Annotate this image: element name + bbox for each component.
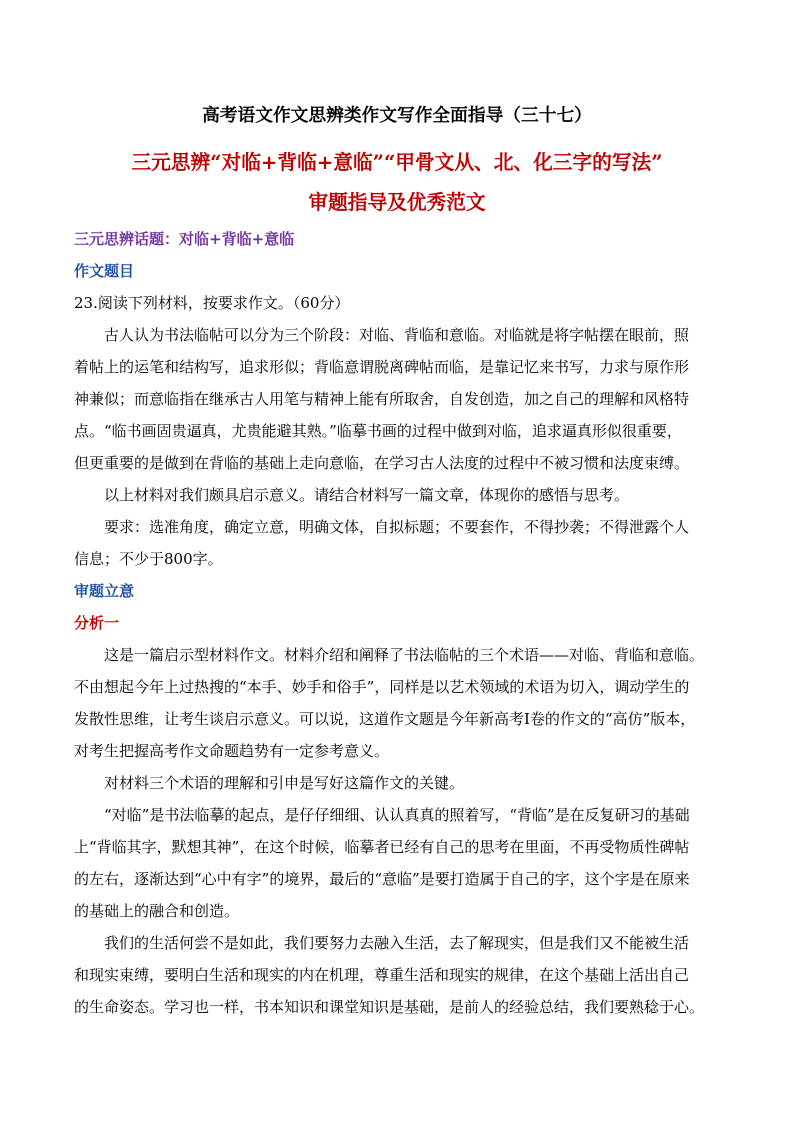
requirement-line-2: 信息；不少于800字。	[74, 550, 223, 568]
question-line: 23.阅读下列材料，按要求作文。（60分）	[74, 294, 350, 312]
material-line-3: 神兼似；而意临指在继承古人用笔与精神上能有所取舍，自发创造，加之自己的理解和风格特	[74, 390, 690, 408]
analysis-p3-line-4: 的基础上的融合和创造。	[74, 902, 240, 920]
analysis-p2-line: 对材料三个术语的理解和引申是写好这篇作文的关键。	[104, 774, 465, 792]
analysis-p3-line-1: “对临”是书法临摹的起点，是仔仔细细、认认真真的照着写，“背临”是在反复研习的基础	[104, 806, 690, 824]
analysis-p1-line-2: 不由想起今年上过热搜的“本手、妙手和俗手”，同样是以艺术领域的术语为切入，调动学生的	[74, 678, 690, 696]
topic-heading: 三元思辨话题：对临+背临+意临	[74, 230, 295, 248]
section-heading-shenti: 审题立意	[74, 582, 135, 600]
section-heading-zuowen: 作文题目	[74, 262, 135, 280]
analysis-p1-line-3: 发散性思维，让考生谈启示意义。可以说，这道作文题是今年新高考Ⅰ卷的作文的“高仿”版本，	[74, 710, 696, 728]
material-line-5: 但更重要的是做到在背临的基础上走向意临，在学习古人法度的过程中不被习惯和法度束缚。	[74, 454, 690, 472]
analysis-p4-line-2: 和现实束缚，要明白生活和现实的内在机理，尊重生活和现实的规律，在这个基础上活出自己	[74, 966, 690, 984]
material-end-line: 以上材料对我们颇具启示意义。请结合材料写一篇文章，体现你的感悟与思考。	[104, 486, 630, 504]
material-line-1: 古人认为书法临帖可以分为三个阶段：对临、背临和意临。对临就是将字帖摆在眼前，照	[104, 326, 690, 344]
analysis-p1-line-1: 这是一篇启示型材料作文。材料介绍和阐释了书法临帖的三个术语——对临、背临和意临。	[104, 646, 705, 664]
analysis-p3-line-2: 上“背临其字，默想其神”，在这个时候，临摹者已经有自己的思考在里面，不再受物质性碑帖	[74, 838, 690, 856]
document-title: 高考语文作文思辨类作文写作全面指导（三十七）	[202, 105, 592, 126]
material-line-2: 着帖上的运笔和结构写，追求形似；背临意谓脱离碑帖而临，是靠记忆来书写，力求与原作形	[74, 358, 690, 376]
section-heading-fenxi: 分析一	[74, 614, 120, 632]
analysis-p4-line-1: 我们的生活何尝不是如此，我们要努力去融入生活，去了解现实，但是我们又不能被生活	[104, 934, 690, 952]
analysis-p3-line-3: 的左右，逐渐达到“心中有字”的境界，最后的“意临”是要打造属于自己的字，这个字是在原来	[74, 870, 690, 888]
document-subtitle-line-2: 审题指导及优秀范文	[308, 191, 486, 214]
analysis-p1-line-4: 对考生把握高考作文命题趋势有一定参考意义。	[74, 742, 390, 760]
requirement-line-1: 要求：选准角度，确定立意，明确文体，自拟标题；不要套作，不得抄袭；不得泄露个人	[104, 518, 690, 536]
analysis-p4-line-3: 的生命姿态。学习也一样，书本知识和课堂知识是基础，是前人的经验总结，我们要熟稔于心。	[74, 998, 705, 1016]
document-subtitle-line-1: 三元思辨“对临+背临+意临”“甲骨文从、北、化三字的写法”	[131, 151, 663, 174]
material-line-4: 点。“临书画固贵逼真，尤贵能避其熟。”临摹书画的过程中做到对临，追求逼真形似很重要，	[74, 422, 682, 440]
